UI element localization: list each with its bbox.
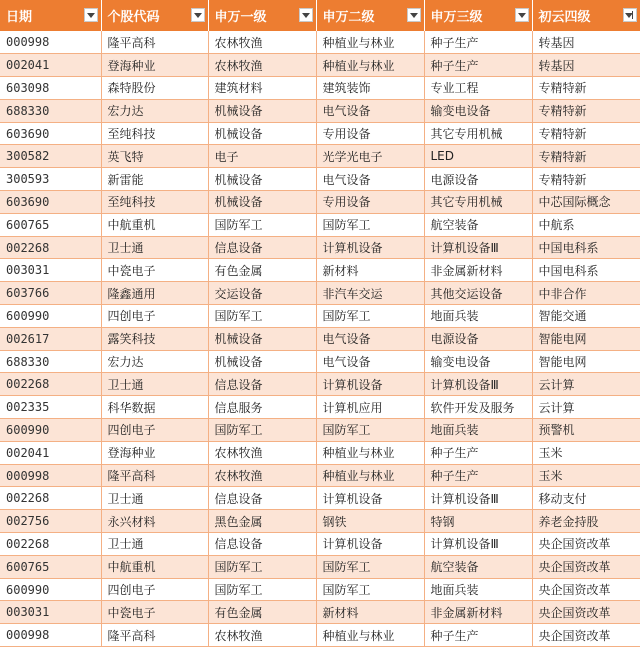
table-cell[interactable]: 黑色金属 xyxy=(208,510,316,533)
table-cell[interactable]: 智能交通 xyxy=(532,305,640,328)
table-row[interactable] xyxy=(0,77,640,100)
table-cell[interactable]: 中芯国际概念 xyxy=(532,191,640,214)
dropdown-filter-icon[interactable] xyxy=(84,8,98,22)
table-cell[interactable]: 信息设备 xyxy=(208,487,316,510)
table-cell[interactable]: 国防军工 xyxy=(208,305,316,328)
table-row[interactable] xyxy=(0,282,640,305)
table-cell[interactable]: 中瓷电子 xyxy=(101,601,208,624)
table-cell[interactable]: 软件开发及服务 xyxy=(424,396,532,419)
table-cell[interactable]: 002041 xyxy=(0,54,101,77)
table-cell[interactable]: 四创电子 xyxy=(101,419,208,442)
table-cell[interactable]: 农林牧渔 xyxy=(208,624,316,647)
table-row[interactable] xyxy=(0,441,640,464)
table-cell[interactable]: 专用设备 xyxy=(316,122,424,145)
table-row[interactable] xyxy=(0,624,640,647)
table-cell[interactable]: 000998 xyxy=(0,464,101,487)
table-cell[interactable]: 露笑科技 xyxy=(101,327,208,350)
table-header xyxy=(0,0,640,31)
table-cell[interactable]: 登海种业 xyxy=(101,54,208,77)
table-cell[interactable]: 中航系 xyxy=(532,213,640,236)
table-cell[interactable]: 农林牧渔 xyxy=(208,54,316,77)
table-cell[interactable]: 种子生产 xyxy=(424,464,532,487)
table-cell[interactable]: 002041 xyxy=(0,441,101,464)
table-cell[interactable]: 输变电设备 xyxy=(424,99,532,122)
table-cell[interactable]: LED xyxy=(424,145,532,168)
table-cell[interactable]: 养老金持股 xyxy=(532,510,640,533)
table-cell[interactable]: 其它专用机械 xyxy=(424,191,532,214)
table-cell[interactable]: 国防军工 xyxy=(316,213,424,236)
table-cell[interactable]: 转基因 xyxy=(532,54,640,77)
table-cell[interactable]: 国防军工 xyxy=(208,213,316,236)
table-cell[interactable]: 种植业与林业 xyxy=(316,31,424,54)
table-cell[interactable]: 信息设备 xyxy=(208,533,316,556)
dropdown-filter-icon[interactable] xyxy=(515,8,529,22)
table-cell[interactable]: 宏力达 xyxy=(101,350,208,373)
table-row[interactable] xyxy=(0,236,640,259)
table-cell[interactable]: 600990 xyxy=(0,578,101,601)
table-cell[interactable]: 国防军工 xyxy=(208,555,316,578)
table-cell[interactable]: 预警机 xyxy=(532,419,640,442)
table-row[interactable] xyxy=(0,464,640,487)
table-cell[interactable]: 计算机设备Ⅲ xyxy=(424,373,532,396)
table-cell[interactable]: 专精特新 xyxy=(532,77,640,100)
table-cell[interactable]: 计算机设备 xyxy=(316,373,424,396)
table-cell[interactable]: 隆鑫通用 xyxy=(101,282,208,305)
table-cell[interactable]: 卫士通 xyxy=(101,236,208,259)
column-header-level4[interactable] xyxy=(532,0,640,31)
column-header-label: 申万二级 xyxy=(322,10,375,25)
table-cell[interactable]: 计算机设备Ⅲ xyxy=(424,487,532,510)
table-cell[interactable]: 非金属新材料 xyxy=(424,601,532,624)
table-cell[interactable]: 603690 xyxy=(0,191,101,214)
table-cell[interactable]: 003031 xyxy=(0,259,101,282)
table-cell[interactable]: 卫士通 xyxy=(101,487,208,510)
table-cell[interactable]: 机械设备 xyxy=(208,99,316,122)
table-cell[interactable]: 种子生产 xyxy=(424,624,532,647)
table-cell[interactable]: 专精特新 xyxy=(532,145,640,168)
table-row[interactable] xyxy=(0,305,640,328)
table-cell[interactable]: 国防军工 xyxy=(208,419,316,442)
table-cell[interactable]: 002268 xyxy=(0,373,101,396)
table-cell[interactable]: 计算机设备 xyxy=(316,236,424,259)
table-cell[interactable]: 农林牧渔 xyxy=(208,441,316,464)
table-row[interactable] xyxy=(0,122,640,145)
table-row[interactable] xyxy=(0,213,640,236)
table-cell[interactable]: 002268 xyxy=(0,533,101,556)
table-row[interactable] xyxy=(0,99,640,122)
table-cell[interactable]: 国防军工 xyxy=(316,305,424,328)
table-cell[interactable]: 计算机设备 xyxy=(316,487,424,510)
column-header-date[interactable] xyxy=(0,0,101,31)
table-cell[interactable]: 603098 xyxy=(0,77,101,100)
table-cell[interactable]: 光学光电子 xyxy=(316,145,424,168)
table-cell[interactable]: 专精特新 xyxy=(532,122,640,145)
table-cell[interactable]: 隆平高科 xyxy=(101,31,208,54)
table-cell[interactable]: 英飞特 xyxy=(101,145,208,168)
table-cell[interactable]: 央企国资改革 xyxy=(532,533,640,556)
table-cell[interactable]: 专用设备 xyxy=(316,191,424,214)
column-header-stock-code[interactable] xyxy=(101,0,208,31)
table-cell[interactable]: 信息设备 xyxy=(208,373,316,396)
table-row[interactable] xyxy=(0,396,640,419)
table-cell[interactable]: 央企国资改革 xyxy=(532,555,640,578)
table-cell[interactable]: 002617 xyxy=(0,327,101,350)
table-cell[interactable]: 300593 xyxy=(0,168,101,191)
table-cell[interactable]: 002268 xyxy=(0,236,101,259)
table-cell[interactable]: 卫士通 xyxy=(101,533,208,556)
table-row[interactable] xyxy=(0,601,640,624)
dropdown-filter-icon[interactable] xyxy=(299,8,313,22)
table-cell[interactable]: 种子生产 xyxy=(424,54,532,77)
table-cell[interactable]: 国防军工 xyxy=(316,419,424,442)
table-cell[interactable]: 新材料 xyxy=(316,259,424,282)
table-cell[interactable]: 688330 xyxy=(0,99,101,122)
column-header-label: 申万一级 xyxy=(214,10,267,25)
table-cell[interactable]: 隆平高科 xyxy=(101,624,208,647)
table-cell[interactable]: 种植业与林业 xyxy=(316,624,424,647)
column-header-sw-level3[interactable] xyxy=(424,0,532,31)
table-cell[interactable]: 计算机应用 xyxy=(316,396,424,419)
table-cell[interactable]: 688330 xyxy=(0,350,101,373)
table-cell[interactable]: 种植业与林业 xyxy=(316,464,424,487)
table-row[interactable] xyxy=(0,191,640,214)
table-cell[interactable]: 600765 xyxy=(0,555,101,578)
table-cell[interactable]: 电源设备 xyxy=(424,168,532,191)
table-cell[interactable]: 至纯科技 xyxy=(101,122,208,145)
table-cell[interactable]: 中航重机 xyxy=(101,555,208,578)
table-cell[interactable]: 300582 xyxy=(0,145,101,168)
sort-filter-icon[interactable] xyxy=(623,8,637,22)
table-cell[interactable]: 其他交运设备 xyxy=(424,282,532,305)
table-cell[interactable]: 移动支付 xyxy=(532,487,640,510)
table-cell[interactable]: 种子生产 xyxy=(424,31,532,54)
table-row[interactable] xyxy=(0,487,640,510)
header-row xyxy=(0,0,640,31)
table-cell[interactable]: 建筑材料 xyxy=(208,77,316,100)
table-cell[interactable]: 国防军工 xyxy=(316,578,424,601)
table-cell[interactable]: 宏力达 xyxy=(101,99,208,122)
table-cell[interactable]: 非汽车交运 xyxy=(316,282,424,305)
column-header-label: 日期 xyxy=(6,10,33,25)
table-cell[interactable]: 云计算 xyxy=(532,396,640,419)
table-cell[interactable]: 国防军工 xyxy=(208,578,316,601)
table-cell[interactable]: 云计算 xyxy=(532,373,640,396)
table-row[interactable] xyxy=(0,419,640,442)
table-cell[interactable]: 计算机设备Ⅲ xyxy=(424,236,532,259)
table-cell[interactable]: 电源设备 xyxy=(424,327,532,350)
table-cell[interactable]: 电气设备 xyxy=(316,327,424,350)
table-cell[interactable]: 电气设备 xyxy=(316,350,424,373)
table-row[interactable] xyxy=(0,259,640,282)
table-cell[interactable]: 信息服务 xyxy=(208,396,316,419)
column-header-sw-level1[interactable] xyxy=(208,0,316,31)
table-cell[interactable]: 地面兵装 xyxy=(424,419,532,442)
table-cell[interactable]: 机械设备 xyxy=(208,350,316,373)
table-cell[interactable]: 专精特新 xyxy=(532,99,640,122)
table-cell[interactable]: 电气设备 xyxy=(316,168,424,191)
table-row[interactable] xyxy=(0,168,640,191)
table-cell[interactable]: 002268 xyxy=(0,487,101,510)
table-cell[interactable]: 航空装备 xyxy=(424,213,532,236)
table-cell[interactable]: 电气设备 xyxy=(316,99,424,122)
table-cell[interactable]: 新雷能 xyxy=(101,168,208,191)
table-cell[interactable]: 央企国资改革 xyxy=(532,578,640,601)
table-cell[interactable]: 600765 xyxy=(0,213,101,236)
table-cell[interactable]: 种植业与林业 xyxy=(316,54,424,77)
table-cell[interactable]: 600990 xyxy=(0,305,101,328)
table-row[interactable] xyxy=(0,555,640,578)
table-cell[interactable]: 玉米 xyxy=(532,464,640,487)
table-cell[interactable]: 中瓷电子 xyxy=(101,259,208,282)
table-cell[interactable]: 中航重机 xyxy=(101,213,208,236)
table-cell[interactable]: 智能电网 xyxy=(532,350,640,373)
table-cell[interactable]: 专精特新 xyxy=(532,168,640,191)
table-cell[interactable]: 002756 xyxy=(0,510,101,533)
table-cell[interactable]: 信息设备 xyxy=(208,236,316,259)
table-row[interactable] xyxy=(0,54,640,77)
table-row[interactable] xyxy=(0,145,640,168)
table-cell[interactable]: 转基因 xyxy=(532,31,640,54)
table-row[interactable] xyxy=(0,31,640,54)
table-row[interactable] xyxy=(0,373,640,396)
table-cell[interactable]: 600990 xyxy=(0,419,101,442)
table-cell[interactable]: 机械设备 xyxy=(208,122,316,145)
table-cell[interactable]: 其它专用机械 xyxy=(424,122,532,145)
table-cell[interactable]: 交运设备 xyxy=(208,282,316,305)
table-cell[interactable]: 种子生产 xyxy=(424,441,532,464)
table-cell[interactable]: 有色金属 xyxy=(208,601,316,624)
table-cell[interactable]: 地面兵装 xyxy=(424,305,532,328)
column-header-sw-level2[interactable] xyxy=(316,0,424,31)
table-cell[interactable]: 002335 xyxy=(0,396,101,419)
table-cell[interactable]: 农林牧渔 xyxy=(208,31,316,54)
table-cell[interactable]: 中国电科系 xyxy=(532,236,640,259)
table-cell[interactable]: 电子 xyxy=(208,145,316,168)
table-cell[interactable]: 计算机设备Ⅲ xyxy=(424,533,532,556)
table-cell[interactable]: 输变电设备 xyxy=(424,350,532,373)
table-cell[interactable]: 中非合作 xyxy=(532,282,640,305)
table-cell[interactable]: 农林牧渔 xyxy=(208,464,316,487)
table-cell[interactable]: 四创电子 xyxy=(101,305,208,328)
dropdown-filter-icon[interactable] xyxy=(407,8,421,22)
table-cell[interactable]: 中国电科系 xyxy=(532,259,640,282)
table-cell[interactable]: 000998 xyxy=(0,624,101,647)
table-cell[interactable]: 钢铁 xyxy=(316,510,424,533)
column-header-label: 个股代码 xyxy=(107,10,160,25)
table-cell[interactable]: 永兴材料 xyxy=(101,510,208,533)
table-row[interactable] xyxy=(0,578,640,601)
table-row[interactable] xyxy=(0,327,640,350)
table-cell[interactable]: 000998 xyxy=(0,31,101,54)
table-cell[interactable]: 国防军工 xyxy=(316,555,424,578)
table-cell[interactable]: 003031 xyxy=(0,601,101,624)
table-cell[interactable]: 603766 xyxy=(0,282,101,305)
table-cell[interactable]: 玉米 xyxy=(532,441,640,464)
table-cell[interactable]: 科华数据 xyxy=(101,396,208,419)
table-row[interactable] xyxy=(0,350,640,373)
table-cell[interactable]: 种植业与林业 xyxy=(316,441,424,464)
table-cell[interactable]: 央企国资改革 xyxy=(532,601,640,624)
table-cell[interactable]: 专业工程 xyxy=(424,77,532,100)
table-cell[interactable]: 登海种业 xyxy=(101,441,208,464)
table-body xyxy=(0,31,640,647)
column-header-label: 初云四级 xyxy=(538,10,591,25)
table-cell[interactable]: 非金属新材料 xyxy=(424,259,532,282)
table-cell[interactable]: 建筑装饰 xyxy=(316,77,424,100)
table-cell[interactable]: 机械设备 xyxy=(208,327,316,350)
table-cell[interactable]: 特钢 xyxy=(424,510,532,533)
table-cell[interactable]: 四创电子 xyxy=(101,578,208,601)
table-row[interactable] xyxy=(0,533,640,556)
table-cell[interactable]: 计算机设备 xyxy=(316,533,424,556)
table-cell[interactable]: 机械设备 xyxy=(208,168,316,191)
table-cell[interactable]: 机械设备 xyxy=(208,191,316,214)
table-cell[interactable]: 央企国资改革 xyxy=(532,624,640,647)
table-cell[interactable]: 603690 xyxy=(0,122,101,145)
table-cell[interactable]: 有色金属 xyxy=(208,259,316,282)
table-cell[interactable]: 至纯科技 xyxy=(101,191,208,214)
table-cell[interactable]: 森特股份 xyxy=(101,77,208,100)
table-cell[interactable]: 卫士通 xyxy=(101,373,208,396)
table-cell[interactable]: 隆平高科 xyxy=(101,464,208,487)
dropdown-filter-icon[interactable] xyxy=(191,8,205,22)
table-cell[interactable]: 地面兵装 xyxy=(424,578,532,601)
table-cell[interactable]: 智能电网 xyxy=(532,327,640,350)
table-cell[interactable]: 航空装备 xyxy=(424,555,532,578)
table-row[interactable] xyxy=(0,510,640,533)
column-header-label: 申万三级 xyxy=(430,10,483,25)
table-cell[interactable]: 新材料 xyxy=(316,601,424,624)
